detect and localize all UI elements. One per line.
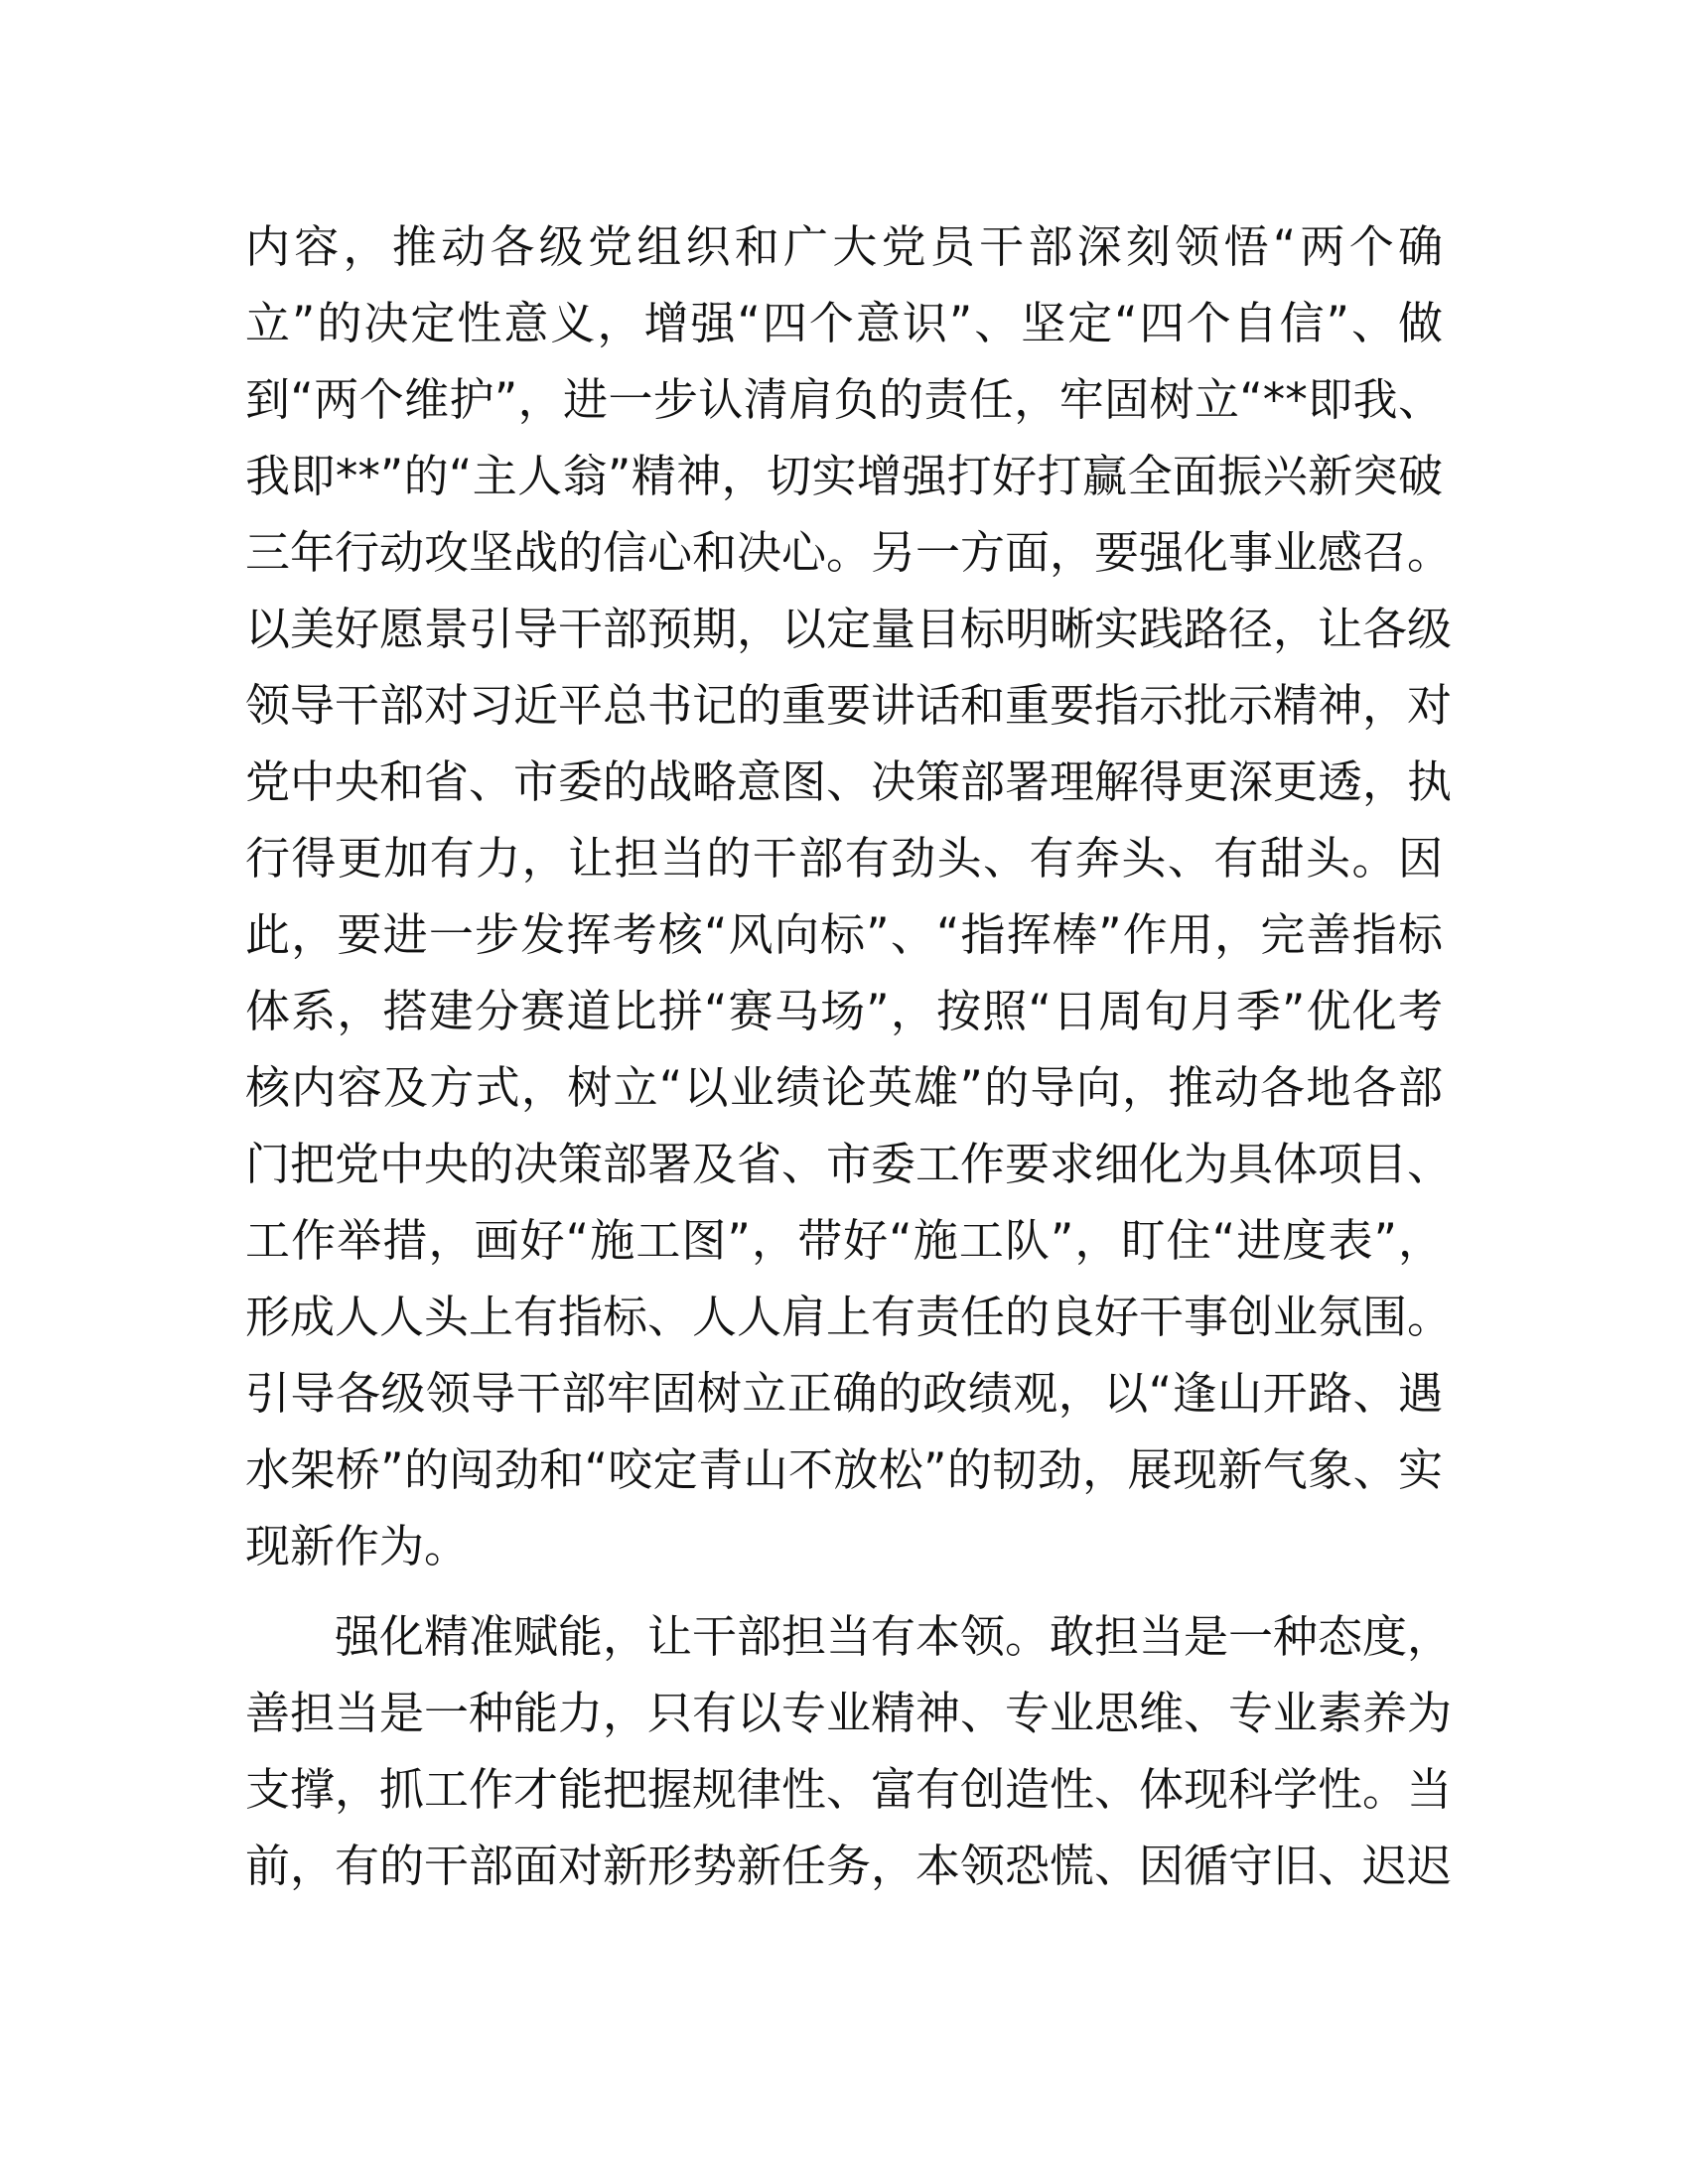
text-line: 领导干部对习近平总书记的重要讲话和重要指示批示精神，对	[245, 679, 1453, 732]
text-line: 工作举措，画好“施工图”，带好“施工队”，盯住“进度表”，	[245, 1214, 1443, 1267]
paragraph-gap	[245, 1584, 1443, 1598]
text-line: 三年行动攻坚战的信心和决心。另一方面，要强化事业感召。	[245, 526, 1453, 579]
text-line: 门把党中央的决策部署及省、市委工作要求细化为具体项目、	[245, 1138, 1453, 1190]
paragraph-2	[245, 1598, 1453, 1904]
text-line: 党中央和省、市委的战略意图、决策部署理解得更深更透，执	[245, 755, 1453, 808]
text-line: 水架桥”的闯劲和“咬定青山不放松”的韧劲，展现新气象、实	[245, 1443, 1443, 1496]
paragraph-1	[245, 208, 1453, 1584]
text-line: 体系，搭建分赛道比拼“赛马场”，按照“日周旬月季”优化考	[245, 985, 1443, 1037]
text-line: 形成人人头上有指标、人人肩上有责任的良好干事创业氛围。	[245, 1291, 1453, 1343]
text-line: 善担当是一种能力，只有以专业精神、专业思维、专业素养为	[245, 1687, 1453, 1739]
text-line: 强化精准赋能，让干部担当有本领。敢担当是一种态度，	[335, 1610, 1453, 1663]
body-text	[245, 208, 1453, 1904]
text-line: 以美好愿景引导干部预期，以定量目标明晰实践路径，让各级	[245, 603, 1453, 655]
text-line: 行得更加有力，让担当的干部有劲头、有奔头、有甜头。因	[245, 832, 1443, 885]
text-line: 引导各级领导干部牢固树立正确的政绩观，以“逢山开路、遇	[245, 1367, 1443, 1420]
text-line: 现新作为。	[245, 1520, 470, 1572]
text-line: 内容，推动各级党组织和广大党员干部深刻领悟“两个确	[245, 220, 1443, 273]
text-line: 到“两个维护”，进一步认清肩负的责任，牢固树立“**即我、	[245, 373, 1443, 426]
text-line: 支撑，抓工作才能把握规律性、富有创造性、体现科学性。当	[245, 1763, 1453, 1816]
text-line: 我即**”的“主人翁”精神，切实增强打好打赢全面振兴新突破	[245, 450, 1443, 502]
text-line: 此，要进一步发挥考核“风向标”、“指挥棒”作用，完善指标	[245, 908, 1443, 961]
text-line: 前，有的干部面对新形势新任务，本领恐慌、因循守旧、迟迟	[245, 1840, 1453, 1892]
text-line: 核内容及方式，树立“以业绩论英雄”的导向，推动各地各部	[245, 1061, 1443, 1114]
text-line: 立”的决定性意义，增强“四个意识”、坚定“四个自信”、做	[245, 297, 1443, 349]
